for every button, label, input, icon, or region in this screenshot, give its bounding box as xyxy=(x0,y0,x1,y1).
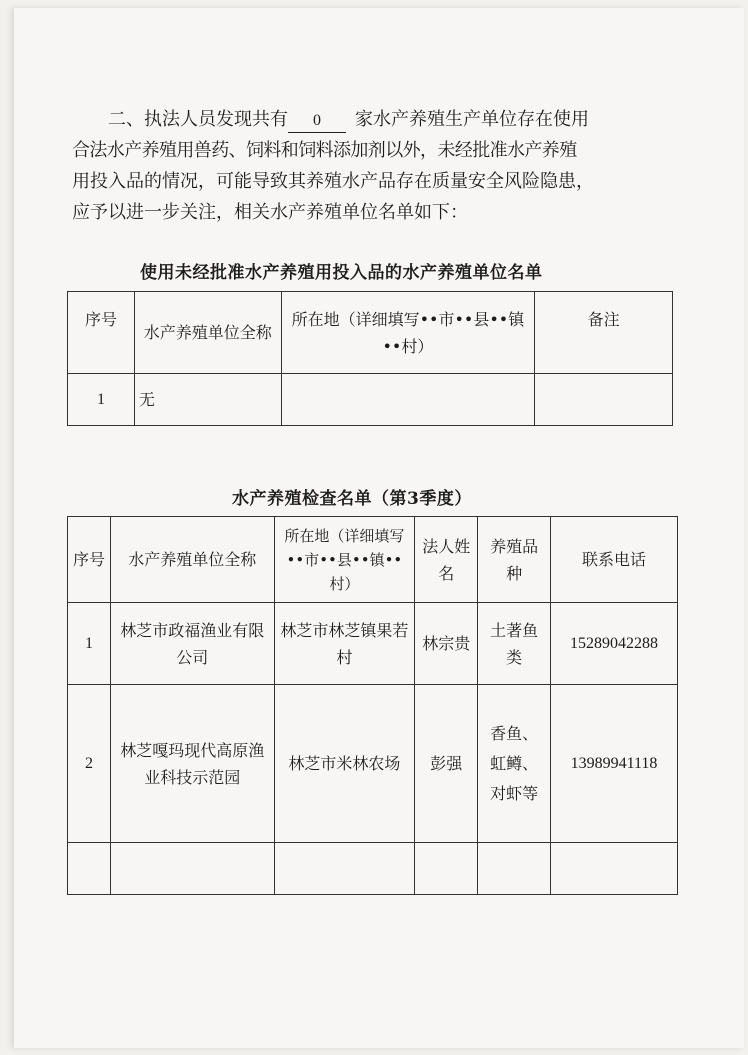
header-unit-name: 水产养殖单位全称 xyxy=(134,292,281,374)
cell-location: 林芝市林芝镇果若村 xyxy=(274,603,415,685)
header-seq: 序号 xyxy=(68,292,135,374)
cell-unit-name xyxy=(110,843,274,895)
cell-unit-name: 林芝嘎玛现代高原渔业科技示范园 xyxy=(110,685,274,843)
cell-legal-person: 彭强 xyxy=(415,685,478,843)
paragraph-line-3: 用投入品的情况，可能导致其养殖水产品存在质量安全风险隐患， xyxy=(72,171,594,192)
cell-legal-person: 林宗贵 xyxy=(415,603,478,685)
intro-paragraph xyxy=(72,104,672,228)
table1-title: 使用未经批准水产养殖用投入品的水产养殖单位名单 xyxy=(140,263,543,283)
header-remark: 备注 xyxy=(535,292,673,374)
header-seq: 序号 xyxy=(68,517,111,603)
table-row xyxy=(68,374,673,426)
table2-title: 水产养殖检查名单（第3季度） xyxy=(232,489,472,509)
cell-unit-name: 无 xyxy=(134,374,281,426)
header-phone: 联系电话 xyxy=(551,517,678,603)
cell-species: 香鱼、虹鳟、对虾等 xyxy=(478,685,551,843)
cell-location xyxy=(274,843,415,895)
paragraph-lead: 二、执法人员发现共有 xyxy=(108,109,288,130)
paragraph-line-4: 应予以进一步关注，相关水产养殖单位名单如下： xyxy=(72,202,468,223)
paragraph-line-1 xyxy=(72,104,672,135)
cell-species: 土著鱼类 xyxy=(478,603,551,685)
table-header-row xyxy=(68,517,678,603)
cell-seq: 1 xyxy=(68,603,111,685)
table-row xyxy=(68,603,678,685)
cell-seq: 1 xyxy=(68,374,135,426)
cell-seq xyxy=(68,843,111,895)
cell-phone xyxy=(551,843,678,895)
cell-species xyxy=(478,843,551,895)
header-location: 所在地（详细填写••市••县••镇••村） xyxy=(274,517,415,603)
cell-seq: 2 xyxy=(68,685,111,843)
unapproved-units-table xyxy=(67,291,673,426)
count-blank: 0 xyxy=(288,110,346,133)
cell-unit-name: 林芝市政福渔业有限公司 xyxy=(110,603,274,685)
cell-remark xyxy=(535,374,673,426)
header-species: 养殖品种 xyxy=(478,517,551,603)
paragraph-line-2: 合法水产养殖用兽药、饲料和饲料添加剂以外，未经批准水产养殖 xyxy=(72,140,577,161)
inspection-list-table xyxy=(67,516,678,895)
header-location: 所在地（详细填写••市••县••镇••村） xyxy=(281,292,535,374)
table-header-row xyxy=(68,292,673,374)
cell-location: 林芝市米林农场 xyxy=(274,685,415,843)
header-legal-person: 法人姓名 xyxy=(415,517,478,603)
cell-phone: 15289042288 xyxy=(551,603,678,685)
cell-legal-person xyxy=(415,843,478,895)
paragraph-line1-rest: 家水产养殖生产单位存在使用 xyxy=(355,109,589,130)
header-unit-name: 水产养殖单位全称 xyxy=(110,517,274,603)
table-row xyxy=(68,685,678,843)
table-row xyxy=(68,843,678,895)
cell-location xyxy=(281,374,535,426)
cell-phone: 13989941118 xyxy=(551,685,678,843)
